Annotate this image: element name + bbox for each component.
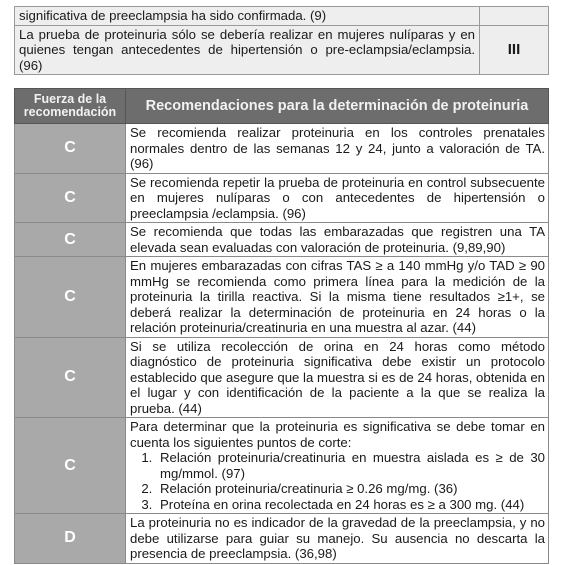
table-row [15, 7, 549, 26]
recommendation-text: Se recomienda que todas las embarazadas que registren una TA elevada sean evaluadas con valoración de proteinuria. (9,89,90) [126, 223, 549, 257]
table-row [15, 418, 549, 514]
recommendation-text: Para determinar que la proteinuria es significativa se debe tomar en cuenta los siguientes puntos de corte: [130, 419, 545, 450]
grade-badge: C [15, 223, 126, 257]
evidence-text: La prueba de proteinuria sólo se debería realizar en mujeres nulíparas y en quienes tengan antecedentes de hipertensión o pre-eclampsia/eclampsia. (96) [15, 25, 480, 75]
recommendations-table [14, 88, 549, 564]
table-row [15, 257, 549, 338]
recommendation-text: En mujeres embarazadas con cifras TAS ≥ a 140 mmHg y/o TAD ≥ 90 mmHg se recomienda como primera línea para la medición de la proteinuria la tirilla reactiva. Si la misma tiene resultados ≥1+, se deberá realizar la determinación de proteinuria en 24 horas o la relación proteinuria/creatinuria en una muestra al azar. (44) [126, 257, 549, 338]
recommendation-text: Si se utiliza recolección de orina en 24 horas como método diagnóstico de proteinuria significativa debe existir un protocolo establecido que asegure que la muestra si es de 24 horas, obtenida en el lugar y con identificación de la paciente a la que se realiza la prueba. (44) [126, 337, 549, 418]
list-item: 3. Proteína en orina recolectada en 24 horas es ≥ a 300 mg. (44) [156, 497, 545, 513]
recommendation-text: Se recomienda realizar proteinuria en los controles prenatales normales dentro de las semanas 12 y 24, junto a valoración de TA. (96) [126, 124, 549, 174]
grade-badge: C [15, 257, 126, 338]
cutoff-list [130, 450, 545, 512]
grade-badge: C [15, 173, 126, 223]
grade-badge: C [15, 124, 126, 174]
recommendation-cell [126, 418, 549, 514]
table-row [15, 173, 549, 223]
table-row [15, 514, 549, 564]
table-row [15, 337, 549, 418]
header-recommendation-strength: Fuerza de la recomendación [15, 89, 126, 124]
evidence-level: III [480, 25, 549, 75]
grade-badge: C [15, 418, 126, 514]
table-row [15, 223, 549, 257]
previous-table-fragment [14, 6, 549, 75]
recommendation-text: La proteinuria no es indicador de la gravedad de la preeclampsia, y no debe utilizarse para guiar su manejo. Su ausencia no descarta la presencia de preeclampsia. (36,98) [126, 514, 549, 564]
table-row [15, 25, 549, 75]
list-item: 2. Relación proteinuria/creatinuria ≥ 0.26 mg/mg. (36) [156, 481, 545, 497]
table-header-row [15, 89, 549, 124]
evidence-level [480, 7, 549, 26]
header-recommendations: Recomendaciones para la determinación de proteinuria [126, 89, 549, 124]
table-row [15, 124, 549, 174]
list-item: 1. Relación proteinuria/creatinuria en muestra aislada es ≥ de 30 mg/mmol. (97) [156, 450, 545, 481]
grade-badge: C [15, 337, 126, 418]
evidence-text: significativa de preeclampsia ha sido confirmada. (9) [15, 7, 480, 26]
grade-badge: D [15, 514, 126, 564]
recommendation-text: Se recomienda repetir la prueba de proteinuria en control subsecuente en mujeres nulíparas o con antecedentes de hipertensión o preeclampsia /eclampsia. (96) [126, 173, 549, 223]
